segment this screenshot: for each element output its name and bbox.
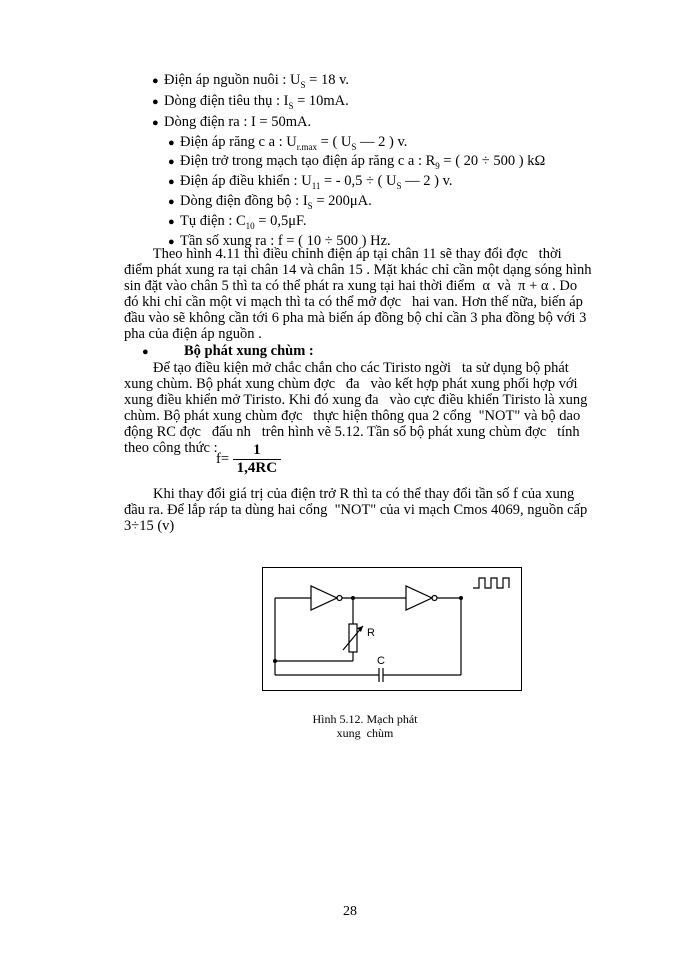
sub-spec-item: ● Tần số xung ra : f = ( 10 ÷ 500 ) Hz. bbox=[168, 233, 391, 249]
junction bbox=[273, 659, 277, 663]
paragraph: Theo hình 4.11 thì điều chỉnh điện áp tại chân 11 sẽ thay đổi đợc thời điểm phát xung ra tại chân 14 và chân 15 . Mặt khác chỉ cần một dạng sóng hình sin đặt vào chân 5 thì ta có thể phát ra xung tại hai thời điểm α và π + α . Do đó khi chỉ cần một vi mạch thì ta có thể mở đợc hai van. Hơn thế nữa, biến áp đầu vào sẽ không cần tới 6 pha mà biến áp đồng bộ chỉ cần 3 pha đồng bộ với 3 pha của điện áp nguồn . bbox=[124, 246, 592, 342]
spec-item: ● Dòng điện ra : I = 50mA. bbox=[152, 114, 312, 130]
bullet-icon: ● bbox=[142, 346, 149, 358]
circuit-schematic bbox=[263, 568, 521, 690]
resistor-arrowhead bbox=[357, 626, 363, 632]
junction bbox=[351, 596, 355, 600]
bullet-icon: ● bbox=[168, 196, 175, 208]
bullet-icon: ● bbox=[168, 176, 175, 188]
bullet-icon: ● bbox=[168, 156, 175, 168]
not-gate-1 bbox=[311, 586, 337, 610]
bullet-icon: ● bbox=[152, 75, 159, 87]
frequency-formula: f= $\frac{1}{1,4RC}$ bbox=[216, 442, 281, 477]
page-number: 28 bbox=[343, 904, 357, 919]
paragraph: Để tạo điều kiện mở chắc chắn cho các Tiristo ngời ta sử dụng bộ phát xung chùm. Bộ phát xung chùm đợc đa vào kết hợp phát xung phối hợp với xung điều khiển mở Tiristo. Khi đó xung đa vào cực điều khiển Tiristo là xung chùm. Bộ phát xung chùm đợc thực hiện thông qua 2 cổng "NOT" và bộ dao động RC đợc đấu nh trên hình vẽ 5.12. Tần số bộ phát xung chùm đợc tính theo công thức : bbox=[124, 360, 588, 456]
capacitor-label: C bbox=[377, 655, 385, 667]
section-heading: ● Bộ phát xung chùm : bbox=[142, 343, 314, 359]
circuit-diagram bbox=[262, 567, 522, 691]
bullet-icon: ● bbox=[152, 117, 159, 129]
sub-spec-item: ● Điện trở trong mạch tạo điện áp răng c a : $R_9$ = ( 20 ÷ 500 ) kΩ bbox=[168, 153, 546, 171]
sub-spec-item: ● Tụ điện : $C_{10} = 0,5\mu F$. bbox=[168, 213, 307, 231]
junction bbox=[459, 596, 463, 600]
figure-caption: Hình 5.12. Mạch phát xung chùm bbox=[312, 712, 418, 740]
sub-spec-item: ● Điện áp răng c a : $U_{r.max}$ = ( $U_S$ — 2 ) v. bbox=[168, 134, 408, 152]
not-gate-2 bbox=[406, 586, 432, 610]
pulse-train bbox=[473, 578, 509, 588]
sub-spec-item: ● Dòng điện đồng bộ : $I_S = 200\mu A$. bbox=[168, 193, 372, 211]
bullet-icon: ● bbox=[152, 96, 159, 108]
fraction: $\frac{1}{1,4RC}$ bbox=[233, 442, 281, 477]
paragraph: Khi thay đổi giá trị của điện trở R thì ta có thể thay đổi tần số f của xung đầu ra. Để lắp ráp ta dùng hai cổng "NOT" của vi mạch Cmos 4069, nguồn cấp 3÷15 (v) bbox=[124, 486, 588, 534]
spec-item: ● Điện áp nguồn nuôi : $U_S = 18$ v. bbox=[152, 72, 350, 90]
sub-spec-item: ● Điện áp điều khiển : $U_{11}$ = - 0,5 ÷ ( $U_S$ — 2 ) v. bbox=[168, 173, 453, 191]
resistor-label: R bbox=[367, 627, 375, 639]
bullet-icon: ● bbox=[168, 236, 175, 248]
bullet-icon: ● bbox=[168, 216, 175, 228]
spec-item: ● Dòng điện tiêu thụ : $I_S = 10mA$. bbox=[152, 93, 349, 111]
bullet-icon: ● bbox=[168, 137, 175, 149]
